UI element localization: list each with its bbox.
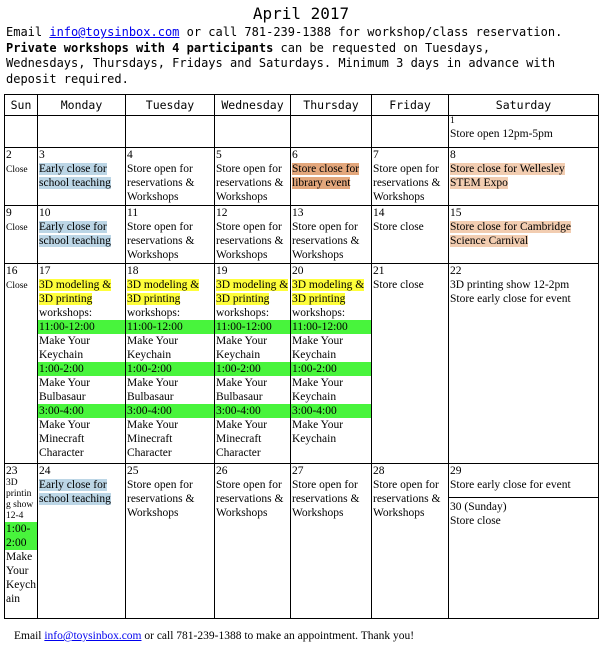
day-cell-10: 10 Early close for school teaching: [38, 206, 126, 264]
empty-day-cell: [291, 116, 372, 148]
weekday-friday: Friday: [372, 95, 449, 116]
day-cell-29: 29 Store early close for event: [449, 464, 598, 498]
empty-day-cell: [5, 116, 38, 148]
time-slot: 11:00-12:00: [38, 320, 126, 334]
weekday-saturday: Saturday: [449, 95, 599, 116]
time-slot: 3:00-4:00: [215, 404, 291, 418]
weekday-wednesday: Wednesday: [215, 95, 291, 116]
day-cell-11: 11 Store open for reservations & Workshops: [126, 206, 215, 264]
weekday-sun: Sun: [5, 95, 38, 116]
header-line-4: deposit required.: [6, 71, 129, 86]
weekday-header-row: [5, 95, 599, 116]
footer-email-link[interactable]: info@toysinbox.com: [44, 630, 142, 642]
email-link[interactable]: info@toysinbox.com: [49, 25, 180, 39]
empty-day-cell: [215, 116, 291, 148]
week-row-4: [5, 264, 599, 464]
time-slot: 3:00-4:00: [38, 404, 126, 418]
header: [6, 4, 596, 87]
footer: Email info@toysinbox.com or call 781-239-1388 to make an appointment. Thank you!: [14, 630, 415, 642]
day-cell-8: 8 Store close for Wellesley STEM Expo: [449, 148, 599, 206]
day-cell-26: 26 Store open for reservations & Workshops: [215, 464, 291, 619]
page-title: April 2017: [252, 4, 350, 23]
day-cell-16: 16 Close: [5, 264, 38, 464]
time-slot: 1:00-2:00: [215, 362, 291, 376]
workshop-heading: 3D modeling & 3D printing: [39, 279, 112, 305]
header-line-1: Email info@toysinbox.com or call 781-239-1388 for workshop/class reservation.: [6, 25, 563, 39]
calendar-table: [4, 94, 599, 619]
day-cell-9: 9 Close: [5, 206, 38, 264]
weekday-tuesday: Tuesday: [126, 95, 215, 116]
day-cell-29-30: [449, 464, 599, 619]
day-cell-12: 12 Store open for reservations & Workshops: [215, 206, 291, 264]
empty-day-cell: [126, 116, 215, 148]
day-cell-4: 4 Store open for reservations & Workshops: [126, 148, 215, 206]
time-slot: 1:00-2:00: [5, 522, 38, 550]
time-slot: 11:00-12:00: [291, 320, 372, 334]
day-cell-6: 6 Store close for library event: [291, 148, 372, 206]
day-cell-22: 22 3D printing show 12-2pm Store early close for event: [449, 264, 599, 464]
day-cell-5: 5 Store open for reservations & Workshops: [215, 148, 291, 206]
day-cell-15: 15 Store close for Cambridge Science Carnival: [449, 206, 599, 264]
week-row-2: [5, 148, 599, 206]
day-cell-13: 13 Store open for reservations & Workshops: [291, 206, 372, 264]
day-cell-20: 20 3D modeling & 3D printing workshops: 11:00-12:00 Make Your Keychain 1:00-2:00 Make Your Keychain 3:00-4:00 Make Your Keychain: [291, 264, 372, 464]
header-line-3: Wednesdays, Thursdays, Fridays and Saturdays. Minimum 3 days in advance with: [6, 56, 556, 70]
week-row-3: [5, 206, 599, 264]
day-cell-3: 3 Early close for school teaching: [38, 148, 126, 206]
day-cell-25: 25 Store open for reservations & Workshops: [126, 464, 215, 619]
day-cell-27: 27 Store open for reservations & Workshops: [291, 464, 372, 619]
day-cell-1: 1 Store open 12pm-5pm: [449, 116, 599, 148]
day-cell-2: 2 Close: [5, 148, 38, 206]
time-slot: 11:00-12:00: [126, 320, 215, 334]
day-cell-28: 28 Store open for reservations & Workshops: [372, 464, 449, 619]
day-cell-7: 7 Store open for reservations & Workshops: [372, 148, 449, 206]
day-cell-19: 19 3D modeling & 3D printing workshops: 11:00-12:00 Make Your Keychain 1:00-2:00 Make Your Bulbasaur 3:00-4:00 Make Your Minecraft Character: [215, 264, 291, 464]
time-slot: 1:00-2:00: [291, 362, 372, 376]
day-cell-21: 21 Store close: [372, 264, 449, 464]
empty-day-cell: [38, 116, 126, 148]
day-cell-30: 30 (Sunday) Store close: [450, 501, 507, 527]
day-cell-18: 18 3D modeling & 3D printing workshops: 11:00-12:00 Make Your Keychain 1:00-2:00 Make Your Bulbasaur 3:00-4:00 Make Your Minecraft Character: [126, 264, 215, 464]
time-slot: 3:00-4:00: [291, 404, 372, 418]
week-row-1: [5, 116, 599, 148]
day-cell-14: 14 Store close: [372, 206, 449, 264]
day-cell-17: 17 3D modeling & 3D printing workshops: 11:00-12:00 Make Your Keychain 1:00-2:00 Make Your Bulbasaur 3:00-4:00 Make Your Minecraft Character: [38, 264, 126, 464]
time-slot: 1:00-2:00: [38, 362, 126, 376]
time-slot: 1:00-2:00: [126, 362, 215, 376]
weekday-thursday: Thursday: [291, 95, 372, 116]
empty-day-cell: [372, 116, 449, 148]
workshop-heading: 3D modeling & 3D printing: [127, 279, 200, 305]
weekday-monday: Monday: [38, 95, 126, 116]
workshop-heading: 3D modeling & 3D printing: [292, 279, 365, 305]
week-row-5: [5, 464, 599, 619]
day-cell-24: 24 Early close for school teaching: [38, 464, 126, 619]
day-cell-23: 23 3D printin g show 12-4 1:00-2:00 Make Your Keych ain: [5, 464, 38, 619]
workshop-heading: 3D modeling & 3D printing: [216, 279, 289, 305]
time-slot: 3:00-4:00: [126, 404, 215, 418]
header-line-2: Private workshops with 4 participants can be requested on Tuesdays,: [6, 40, 491, 55]
time-slot: 11:00-12:00: [215, 320, 291, 334]
